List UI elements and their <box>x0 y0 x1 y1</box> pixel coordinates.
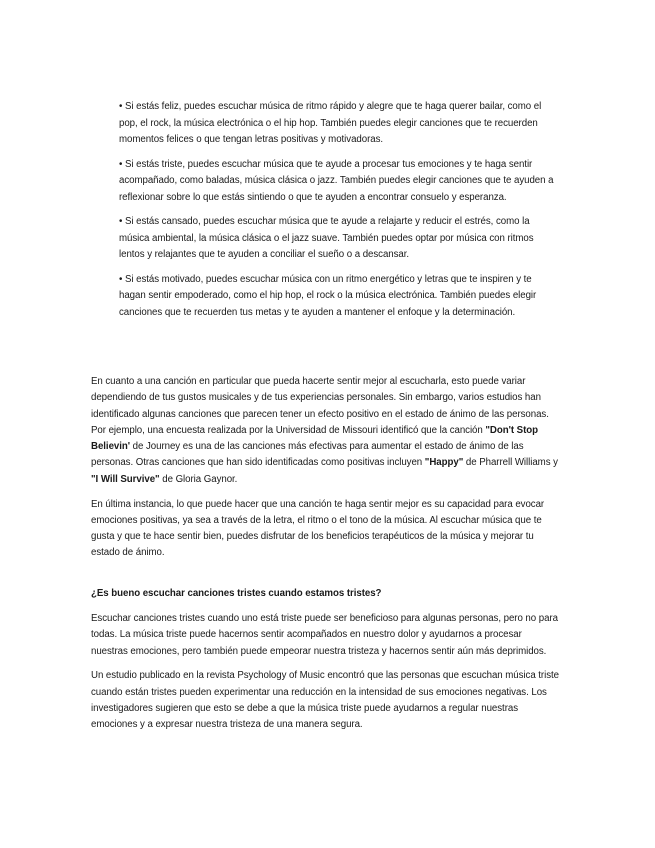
paragraph-study: Un estudio publicado en la revista Psychology of Music encontró que las personas que escuchan música triste cuando están tristes pueden experimentar una reducción en la intensidad de sus emociones negativas. Los investigadores sugieren que esto se debe a que la música triste puede ayudarnos a regular nuestras emociones y a expresar nuestra tristeza de una manera segura. <box>91 670 559 731</box>
bullet-motivated: • Si estás motivado, puedes escuchar música con un ritmo energético y letras que te inspiren y te hagan sentir empoderado, como el hip hop, el rock o la música electrónica. También puedes elegir canciones que te recuerden tus metas y te ayuden a mantener el enfoque y la determinación. <box>119 273 537 318</box>
song-happy: "Happy" <box>424 457 464 469</box>
section-heading: ¿Es bueno escuchar canciones tristes cuando estamos tristes? <box>91 588 382 599</box>
section-sad-songs <box>91 586 561 602</box>
paragraph-conclusion: En última instancia, lo que puede hacer que una canción te haga sentir mejor es su capacidad para evocar emociones positivas, ya sea a través de la letra, el ritmo o el tono de la música. Al escuchar música que te gusta y que te hace sentir bien, puedes disfrutar de los beneficios terapéuticos de la música y mejorar tu estado de ánimo. <box>91 498 545 559</box>
bullet-happy: • Si estás feliz, puedes escuchar música de ritmo rápido y alegre que te haga querer bailar, como el pop, el rock, la música electrónica o el hip hop. También puedes elegir canciones que te recuerden momentos felices o que tengan letras positivas y motivadoras. <box>119 101 542 145</box>
paragraph-songs <box>91 374 561 488</box>
text-run: En cuanto a una canción en particular que pueda hacerte sentir mejor al escucharla, esto puede variar dependiendo de tus gustos musicales y de tus experiencias personales. Sin embargo, varios estudios han identificado algunas canciones que parecen tener un efecto positivo en el estado de ánimo de las personas. Por ejemplo, una encuesta realizada por la Universidad de Missouri identificó que la canción <box>91 376 549 436</box>
text-run: de Gloria Gaynor. <box>159 473 238 485</box>
section-sad-songs-body <box>91 611 561 742</box>
text-run: de Pharrell Williams y <box>463 457 558 469</box>
song-i-will-survive: "I Will Survive" <box>91 473 160 485</box>
bullet-sad: • Si estás triste, puedes escuchar música que te ayude a procesar tus emociones y te haga sentir acompañado, como baladas, música clásica o jazz. También puedes elegir canciones que te ayuden a reflexionar sobre lo que estás sintiendo o que te ayuden a encontrar consuelo y esperanza. <box>119 158 554 203</box>
section-songs <box>91 374 561 570</box>
bullet-tired: • Si estás cansado, puedes escuchar música que te ayude a relajarte y reducir el estrés, como la música ambiental, la música clásica o el jazz suave. También puedes optar por música con ritmos lentos y relajantes que te ayuden a conciliar el sueño o a descansar. <box>119 216 534 260</box>
text-run: de Journey es una de las canciones más efectivas para aumentar el estado de ánimo de las personas. Otras canciones que han sido identificadas como positivas incluyen <box>91 441 524 469</box>
song-dont-stop-believin: "Don't Stop Believin' <box>91 424 539 453</box>
paragraph-sad-songs: Escuchar canciones tristes cuando uno está triste puede ser beneficioso para algunas personas, pero no para todas. La música triste puede hacernos sentir acompañados en nuestro dolor y ayudarnos a procesar nuestras emociones, pero también puede empeorar nuestra tristeza y hacernos sentir aún más deprimidos. <box>91 613 558 657</box>
mood-music-list <box>119 99 557 329</box>
